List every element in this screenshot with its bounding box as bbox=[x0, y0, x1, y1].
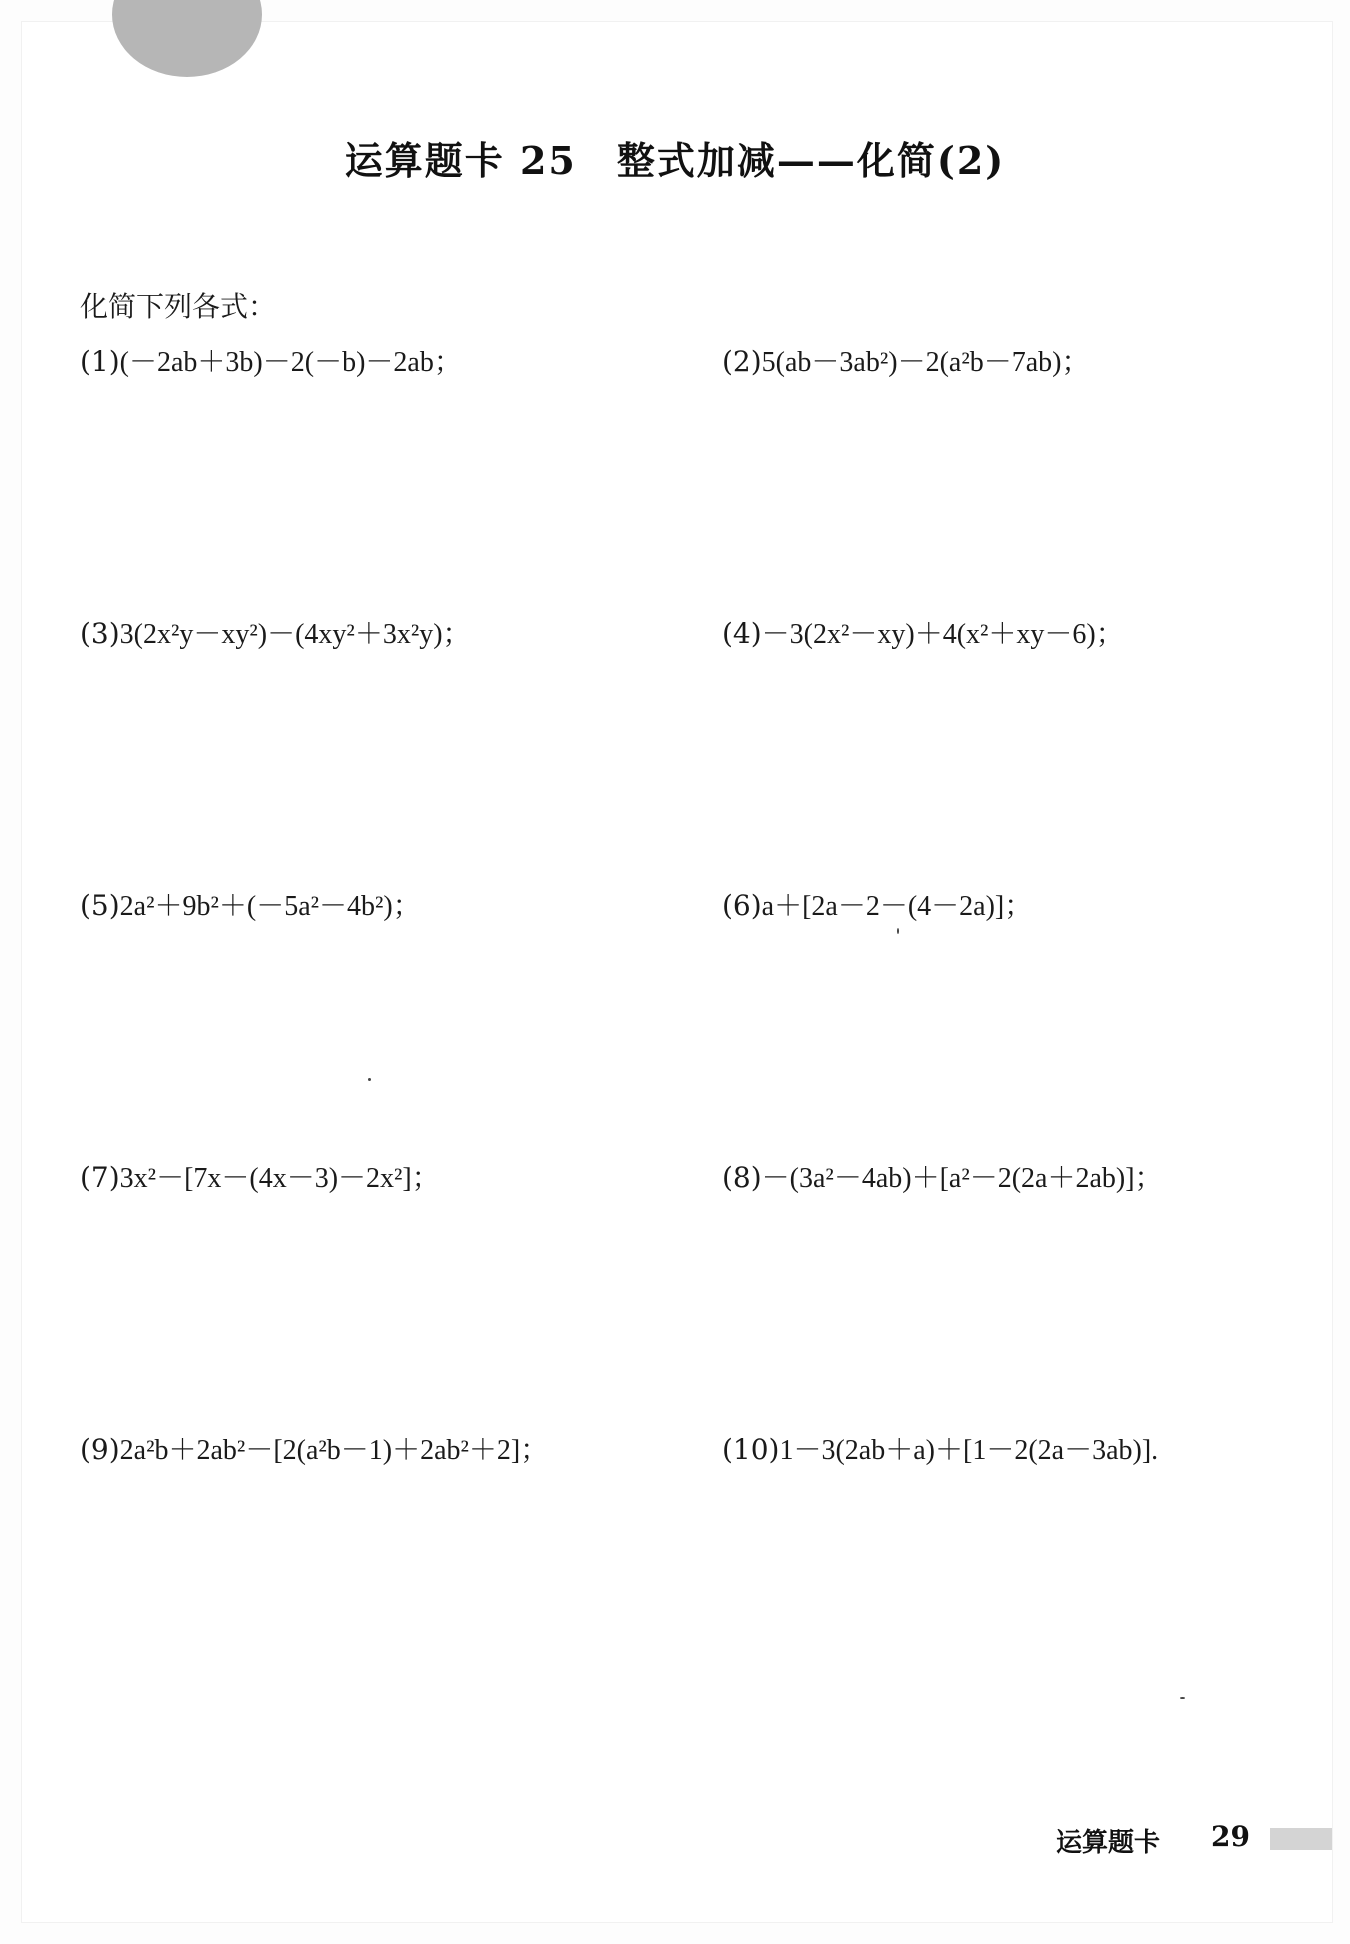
problem-expression: 2a²＋9b²＋(－5a²－4b²)； bbox=[119, 891, 421, 922]
problem-label: (5) bbox=[80, 889, 120, 922]
problem-6 bbox=[722, 884, 1032, 924]
problem-expression: 3(2x²y－xy²)－(4xy²＋3x²y)； bbox=[119, 619, 471, 650]
problem-3 bbox=[80, 612, 471, 652]
problem-label: (7) bbox=[80, 1161, 120, 1194]
problem-expression: 1－3(2ab＋a)＋[1－2(2a－3ab)]. bbox=[779, 1435, 1159, 1466]
problem-label: (4) bbox=[722, 617, 762, 650]
problem-label: (1) bbox=[80, 345, 120, 378]
problem-label: (10) bbox=[722, 1433, 780, 1466]
problem-9 bbox=[80, 1428, 548, 1468]
problem-expression: (－2ab＋3b)－2(－b)－2ab； bbox=[119, 347, 462, 378]
page-footer bbox=[750, 1820, 1350, 1860]
scan-speck bbox=[897, 928, 899, 934]
problem-10 bbox=[722, 1428, 1158, 1468]
problem-2 bbox=[722, 340, 1089, 380]
problem-expression: a＋[2a－2－(4－2a)]； bbox=[761, 891, 1033, 922]
footer-bar-decoration bbox=[1270, 1828, 1332, 1850]
problem-label: (8) bbox=[722, 1161, 762, 1194]
problem-4 bbox=[722, 612, 1124, 652]
page-number: 29 bbox=[1211, 1820, 1250, 1853]
problem-expression: 5(ab－3ab²)－2(a²b－7ab)； bbox=[761, 347, 1090, 378]
problem-expression: －(3a²－4ab)＋[a²－2(2a＋2ab)]； bbox=[761, 1163, 1163, 1194]
corner-tab-decoration bbox=[112, 0, 262, 77]
problem-8 bbox=[722, 1156, 1163, 1196]
problem-expression: 2a²b＋2ab²－[2(a²b－1)＋2ab²＋2]； bbox=[119, 1435, 549, 1466]
problem-label: (9) bbox=[80, 1433, 120, 1466]
problem-7 bbox=[80, 1156, 440, 1196]
footer-section-label: 运算题卡 bbox=[1055, 1828, 1160, 1858]
scan-speck bbox=[368, 1078, 371, 1081]
problem-label: (3) bbox=[80, 617, 120, 650]
scan-speck bbox=[1180, 1697, 1185, 1699]
instructions-text: 化简下列各式： bbox=[80, 290, 277, 323]
problem-5 bbox=[80, 884, 421, 924]
problem-label: (6) bbox=[722, 889, 762, 922]
problem-label: (2) bbox=[722, 345, 762, 378]
problem-expression: －3(2x²－xy)＋4(x²＋xy－6)； bbox=[761, 619, 1124, 650]
page-title: 运算题卡 25 整式加减——化简(2) bbox=[344, 138, 1006, 183]
problem-1 bbox=[80, 340, 462, 380]
problem-expression: 3x²－[7x－(4x－3)－2x²]； bbox=[119, 1163, 440, 1194]
